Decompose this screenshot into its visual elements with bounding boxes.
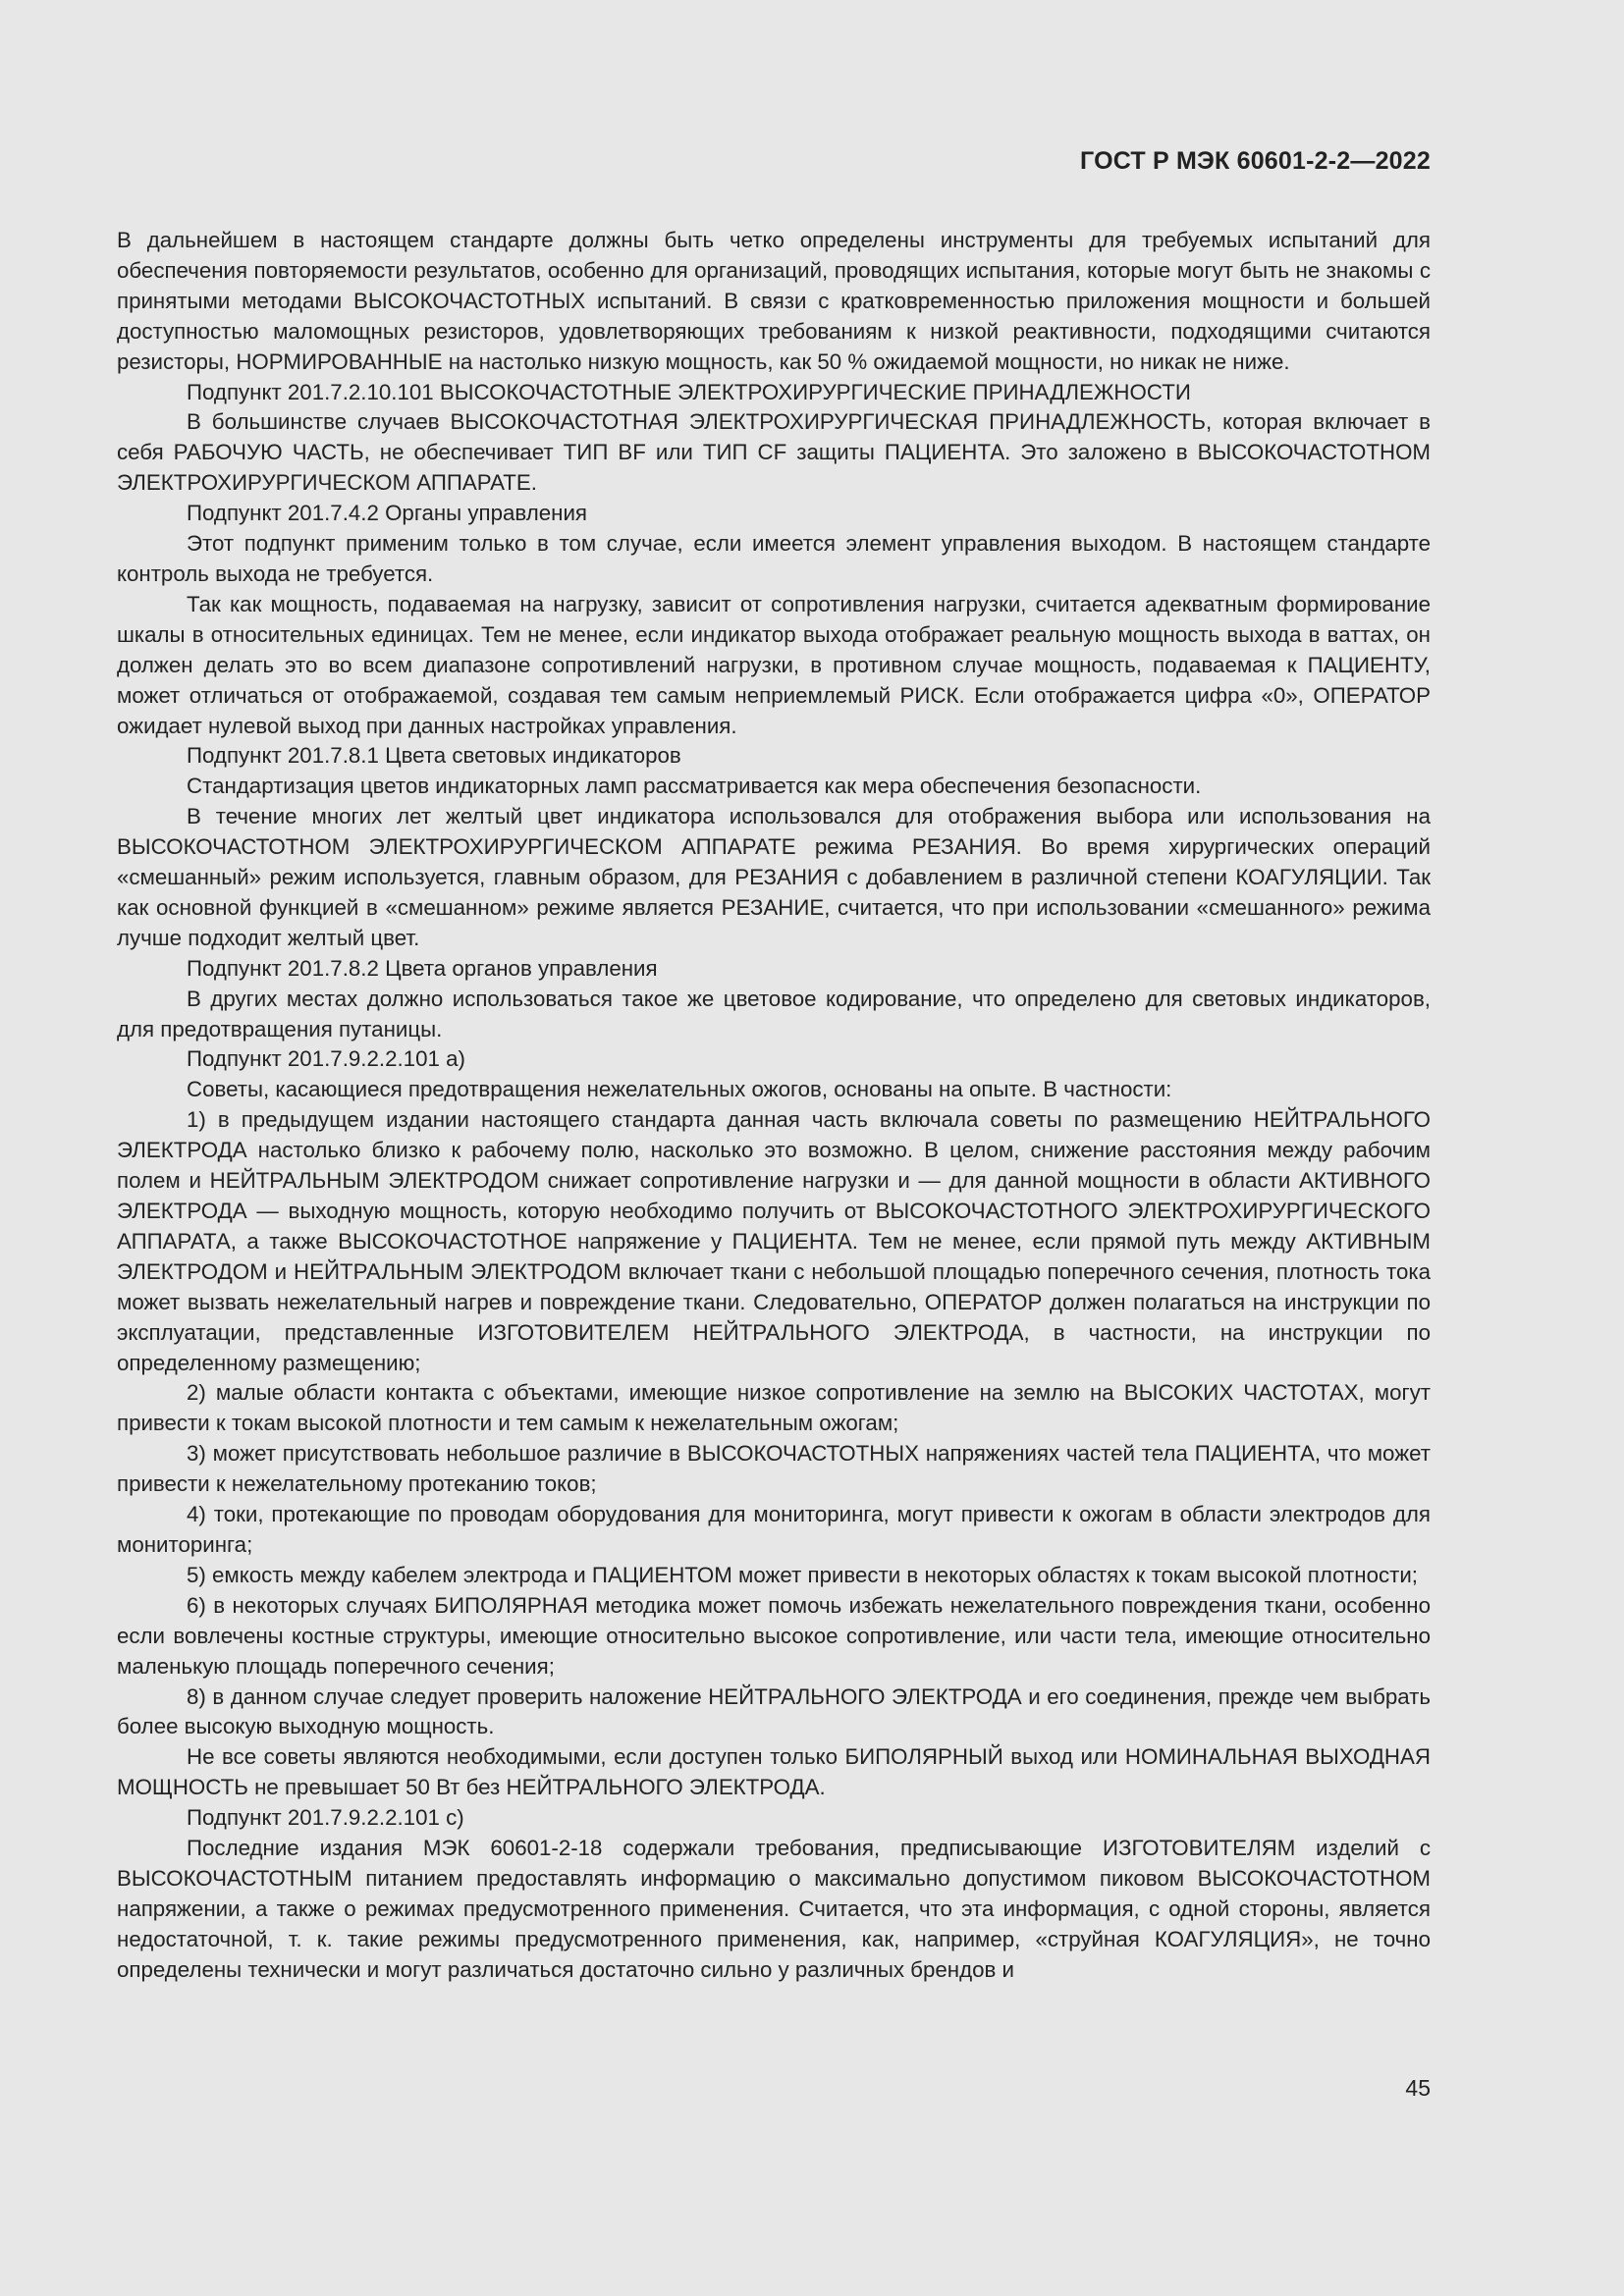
paragraph: Подпункт 201.7.8.2 Цвета органов управления [187, 955, 658, 981]
paragraph: 5) емкость между кабелем электрода и ПАЦИЕНТОМ может привести в некоторых областях к токам высокой плотности; [187, 1562, 1418, 1587]
paragraph: Стандартизация цветов индикаторных ламп рассматривается как мера обеспечения безопасности. [187, 774, 1202, 799]
paragraph: 2) малые области контакта с объектами, имеющие низкое сопротивление на землю на ВЫСОКИХ ЧАСТОТАХ, могут привести к токам высокой плотности и тем самым к нежелательным ожогам; [117, 1380, 1431, 1436]
standard-header: ГОСТ Р МЭК 60601-2-2—2022 [1080, 147, 1431, 175]
paragraph: 4) токи, протекающие по проводам оборудования для мониторинга, могут привести к ожогам в области электродов для мониторинга; [117, 1502, 1431, 1557]
paragraph: Этот подпункт применим только в том случае, если имеется элемент управления выходом. В настоящем стандарте контроль выхода не требуется. [117, 531, 1431, 586]
page-number: 45 [1405, 2075, 1431, 2101]
paragraph: Не все советы являются необходимыми, если доступен только БИПОЛЯРНЫЙ выход или НОМИНАЛЬНАЯ ВЫХОДНАЯ МОЩНОСТЬ не превышает 50 Вт без НЕЙТРАЛЬНОГО ЭЛЕКТРОДА. [117, 1744, 1431, 1800]
paragraph: 3) может присутствовать небольшое различие в ВЫСОКОЧАСТОТНЫХ напряжениях частей тела ПАЦИЕНТА, что может привести к нежелательному протеканию токов; [117, 1441, 1431, 1497]
paragraph: Подпункт 201.7.2.10.101 ВЫСОКОЧАСТОТНЫЕ ЭЛЕКТРОХИРУРГИЧЕСКИЕ ПРИНАДЛЕЖНОСТИ [187, 379, 1191, 404]
paragraph: Подпункт 201.7.8.1 Цвета световых индикаторов [187, 743, 681, 769]
paragraph: Последние издания МЭК 60601-2-18 содержали требования, предписывающие ИЗГОТОВИТЕЛЯМ изделий с ВЫСОКОЧАСТОТНЫМ питанием предоставлять информацию о максимально допустимом пиковом ВЫСОКОЧАСТОТНОМ напряжении, а также о режимах предусмотренного применения. Считается, что эта информация, с одной стороны, является недостаточной, т. к. такие режимы предусмотренного применения, как, например, «струйная КОАГУЛЯЦИЯ», не точно определены технически и могут различаться достаточно сильно у различных брендов и [117, 1836, 1431, 1982]
paragraph: В дальнейшем в настоящем стандарте должны быть четко определены инструменты для требуемых испытаний для обеспечения повторяемости результатов, особенно для организаций, проводящих испытания, которые могут быть не знакомы с принятыми методами ВЫСОКОЧАСТОТНЫХ испытаний. В связи с кратковременностью приложения мощности и большей доступностью маломощных резисторов, удовлетворяющих требованиям к низкой реактивности, подходящими считаются резисторы, НОРМИРОВАННЫЕ на настолько низкую мощность, как 50 % ожидаемой мощности, но никак не ниже. [117, 228, 1431, 374]
paragraph: Подпункт 201.7.4.2 Органы управления [187, 501, 588, 526]
paragraph: Подпункт 201.7.9.2.2.101 а) [187, 1046, 465, 1072]
paragraph: 8) в данном случае следует проверить наложение НЕЙТРАЛЬНОГО ЭЛЕКТРОДА и его соединения, прежде чем выбрать более высокую выходную мощность. [117, 1683, 1431, 1739]
document-body [117, 226, 1431, 1986]
paragraph: 1) в предыдущем издании настоящего стандарта данная часть включала советы по размещению НЕЙТРАЛЬНОГО ЭЛЕКТРОДА настолько близко к рабочему полю, насколько это возможно. В целом, снижение расстояния между рабочим полем и НЕЙТРАЛЬНЫМ ЭЛЕКТРОДОМ снижает сопротивление нагрузки и — для данной мощности в области АКТИВНОГО ЭЛЕКТРОДА — выходную мощность, которую необходимо получить от ВЫСОКОЧАСТОТНОГО ЭЛЕКТРОХИРУРГИЧЕСКОГО АППАРАТА, а также ВЫСОКОЧАСТОТНОЕ напряжение у ПАЦИЕНТА. Тем не менее, если прямой путь между АКТИВНЫМ ЭЛЕКТРОДОМ и НЕЙТРАЛЬНЫМ ЭЛЕКТРОДОМ включает ткани с небольшой площадью поперечного сечения, плотность тока может вызвать нежелательный нагрев и повреждение ткани. Следовательно, ОПЕРАТОР должен полагаться на инструкции по эксплуатации, представленные ИЗГОТОВИТЕЛЕМ НЕЙТРАЛЬНОГО ЭЛЕКТРОДА, в частности, на инструкции по определенному размещению; [117, 1107, 1431, 1375]
paragraph: В большинстве случаев ВЫСОКОЧАСТОТНАЯ ЭЛЕКТРОХИРУРГИЧЕСКАЯ ПРИНАДЛЕЖНОСТЬ, которая включает в себя РАБОЧУЮ ЧАСТЬ, не обеспечивает ТИП BF или ТИП CF защиты ПАЦИЕНТА. Это заложено в ВЫСОКОЧАСТОТНОМ ЭЛЕКТРОХИРУРГИЧЕСКОМ АППАРАТЕ. [117, 409, 1431, 496]
paragraph: В течение многих лет желтый цвет индикатора использовался для отображения выбора или использования на ВЫСОКОЧАСТОТНОМ ЭЛЕКТРОХИРУРГИЧЕСКОМ АППАРАТЕ режима РЕЗАНИЯ. Во время хирургических операций «смешанный» режим используется, главным образом, для РЕЗАНИЯ с добавлением в различной степени КОАГУЛЯЦИИ. Так как основной функцией в «смешанном» режиме является РЕЗАНИЕ, считается, что при использовании «смешанного» режима лучше подходит желтый цвет. [117, 804, 1431, 950]
paragraph: Советы, касающиеся предотвращения нежелательных ожогов, основаны на опыте. В частности: [187, 1077, 1172, 1102]
paragraph: Подпункт 201.7.9.2.2.101 с) [187, 1805, 464, 1831]
paragraph: Так как мощность, подаваемая на нагрузку, зависит от сопротивления нагрузки, считается адекватным формирование шкалы в относительных единицах. Тем не менее, если индикатор выхода отображает реальную мощность выхода в ваттах, он должен делать это во всем диапазоне сопротивлений нагрузки, в противном случае мощность, подаваемая к ПАЦИЕНТУ, может отличаться от отображаемой, создавая тем самым неприемлемый РИСК. Если отображается цифра «0», ОПЕРАТОР ожидает нулевой выход при данных настройках управления. [117, 591, 1431, 738]
paragraph: 6) в некоторых случаях БИПОЛЯРНАЯ методика может помочь избежать нежелательного повреждения ткани, особенно если вовлечены костные структуры, имеющие относительно высокое сопротивление, или части тела, имеющие относительно маленькую площадь поперечного сечения; [117, 1592, 1431, 1679]
paragraph: В других местах должно использоваться такое же цветовое кодирование, что определено для световых индикаторов, для предотвращения путаницы. [117, 986, 1431, 1041]
